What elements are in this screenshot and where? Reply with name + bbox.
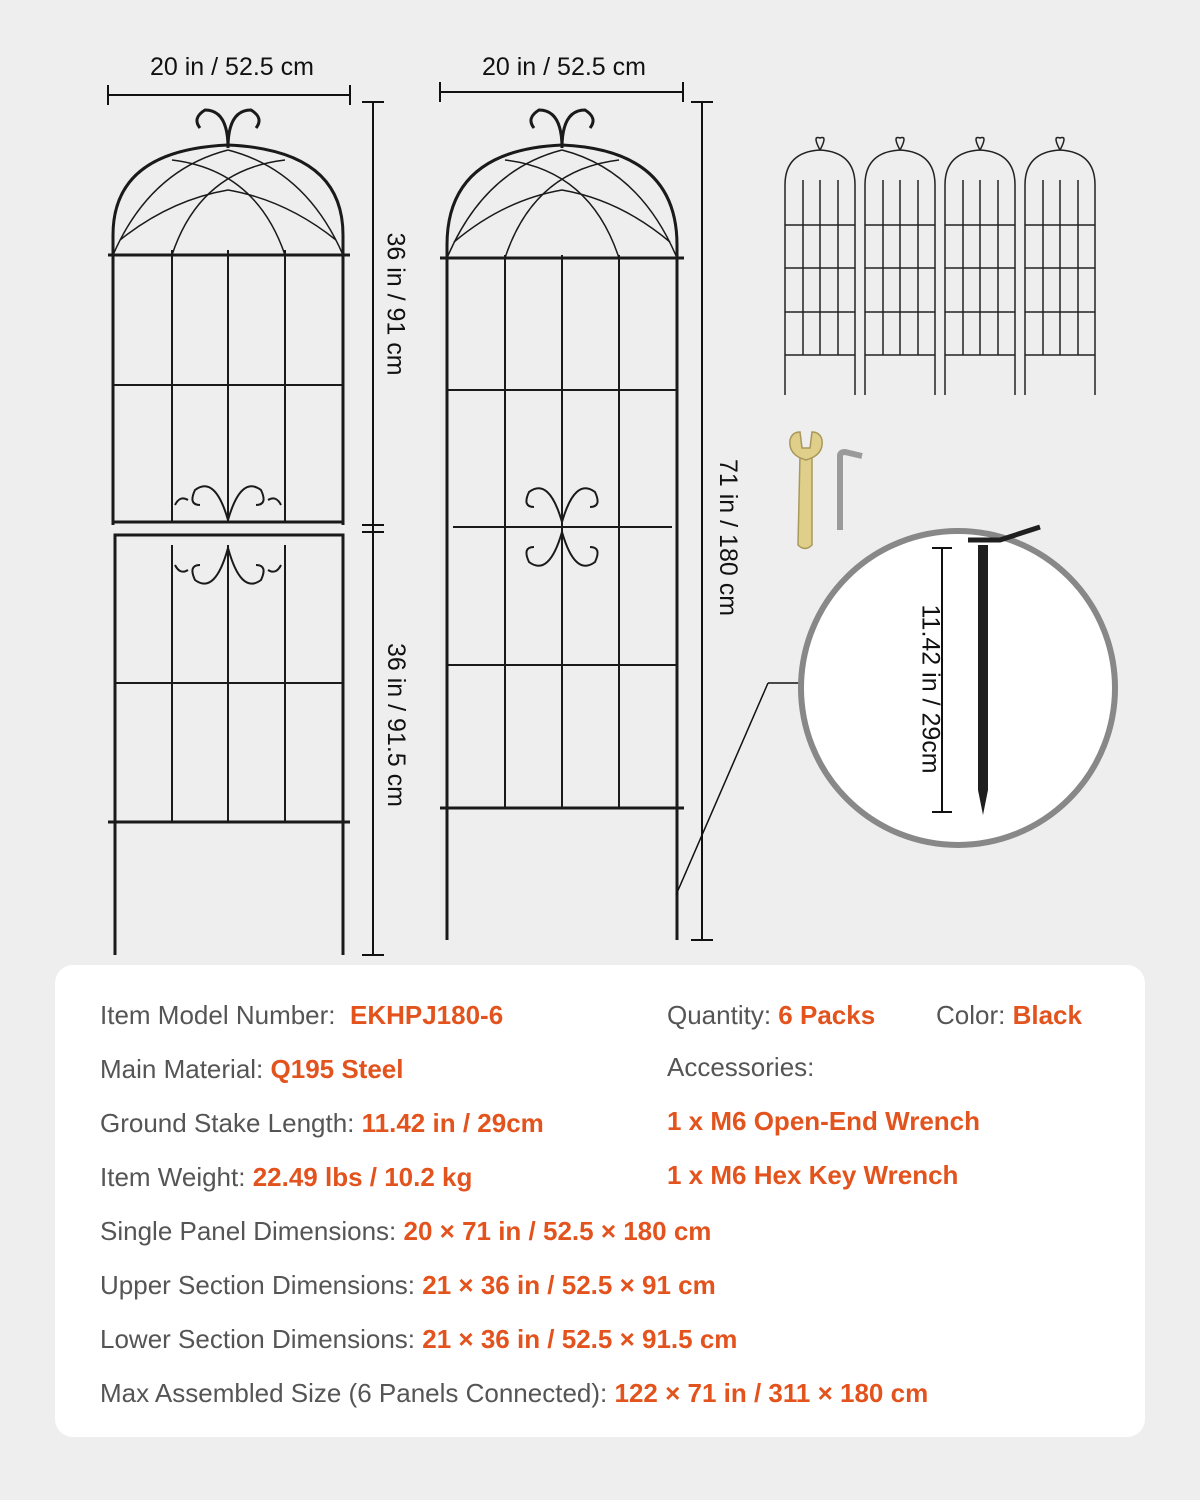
total-height-label: 71 in / 180 cm [714,459,742,617]
spec-stake [100,1108,544,1139]
spec-lower-section-label: Lower Section Dimensions: [100,1324,416,1354]
spec-model-value: EKHPJ180-6 [349,1000,504,1030]
spec-stake-label: Ground Stake Length: [100,1108,355,1138]
left-panel-disassembled [108,110,350,955]
spec-max-assembled-value: 122 × 71 in / 311 × 180 cm [614,1378,929,1408]
open-end-wrench-icon [790,432,822,549]
hex-key-icon [840,452,862,530]
spec-max-assembled-label: Max Assembled Size (6 Panels Connected): [100,1378,608,1408]
upper-height-label: 36 in / 91 cm [381,232,410,376]
left-width-label: 20 in / 52.5 cm [150,53,314,81]
spec-weight-label: Item Weight: [100,1162,246,1192]
spec-upper-section-label: Upper Section Dimensions: [100,1270,416,1300]
dimension-lines [108,82,713,955]
spec-single-panel-value: 20 × 71 in / 52.5 × 180 cm [403,1216,712,1246]
spec-max-assembled [100,1378,928,1409]
spec-accessory-2: 1 x M6 Hex Key Wrench [667,1160,959,1190]
spec-material [100,1054,404,1085]
spec-quantity-value: 6 Packs [778,1000,876,1030]
spec-model-label: Item Model Number: [100,1000,336,1030]
spec-accessory-1: 1 x M6 Open-End Wrench [667,1106,981,1136]
spec-weight [100,1162,472,1193]
spec-model [100,1000,503,1031]
right-width-label: 20 in / 52.5 cm [482,53,646,81]
spec-quantity [667,1000,875,1031]
spec-quantity-label: Quantity: [667,1000,772,1030]
right-panel-assembled [440,110,684,940]
spec-stake-value: 11.42 in / 29cm [361,1108,544,1138]
spec-color-label: Color: [936,1000,1006,1030]
spec-color-value: Black [1012,1000,1082,1030]
spec-upper-section-value: 21 × 36 in / 52.5 × 91 cm [422,1270,716,1300]
spec-single-panel-label: Single Panel Dimensions: [100,1216,397,1246]
spec-weight-value: 22.49 lbs / 10.2 kg [252,1162,473,1192]
specifications-card [55,965,1145,1437]
spec-material-value: Q195 Steel [270,1054,404,1084]
spec-lower-section-value: 21 × 36 in / 52.5 × 91.5 cm [422,1324,738,1354]
spec-upper-section [100,1270,716,1301]
spec-accessories-label: Accessories: [667,1052,815,1082]
stake-length-label: 11.42 in / 29cm [916,604,945,774]
lower-height-label: 36 in / 91.5 cm [382,643,410,807]
spec-single-panel [100,1216,711,1247]
four-panels-thumbnail [785,138,1095,396]
spec-material-label: Main Material: [100,1054,264,1084]
spec-color [936,1000,1082,1031]
spec-lower-section [100,1324,737,1355]
